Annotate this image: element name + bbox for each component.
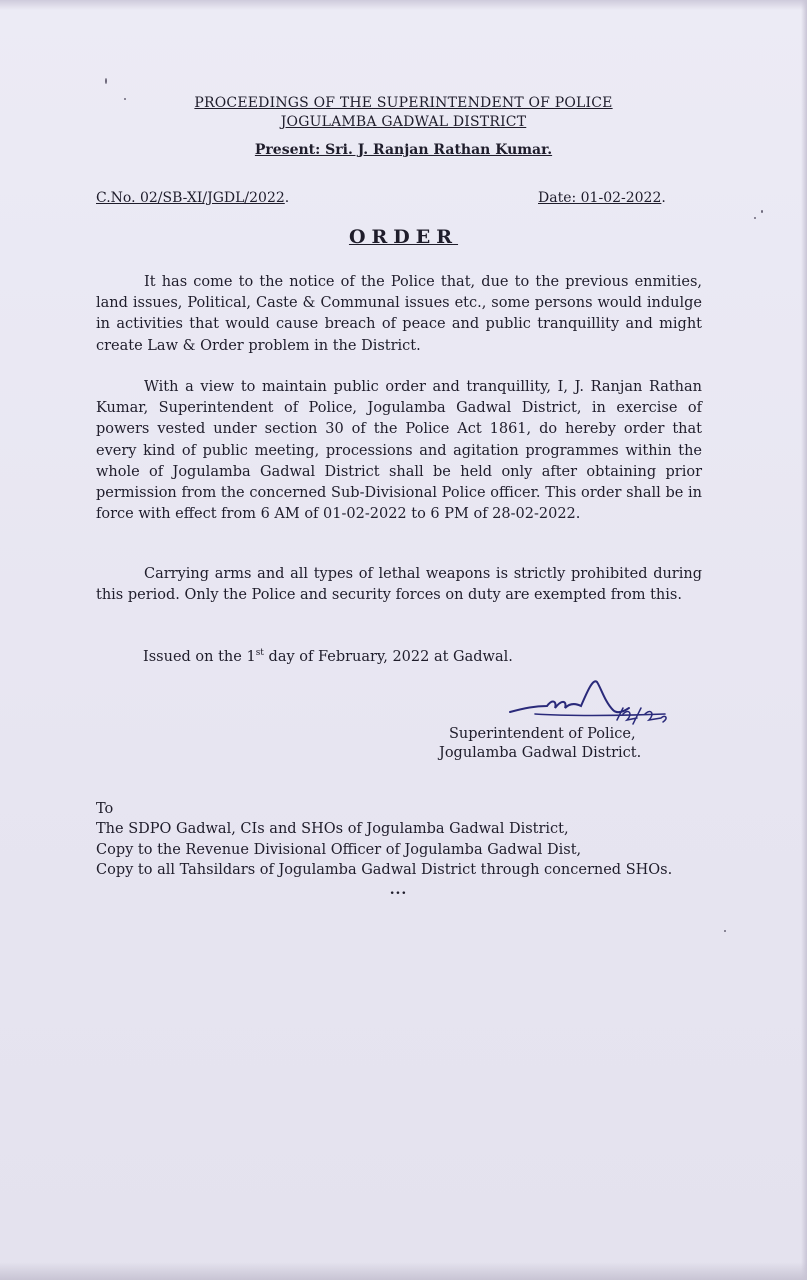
addressee-line-3: Copy to all Tahsildars of Jogulamba Gadwal District through concerned SHOs. bbox=[96, 862, 673, 878]
signatory-designation: Superintendent of Police, bbox=[449, 726, 636, 742]
end-marker: ... bbox=[389, 882, 408, 898]
proceedings-heading: PROCEEDINGS OF THE SUPERINTENDENT OF POLICE bbox=[194, 95, 613, 111]
paragraph-1: It has come to the notice of the Police that, due to the previous enmities, land issues, Political, Caste & Communal issues etc., some persons would indulge in activities that would cause breach of peace and public tranquillity and might create Law & Order problem in the District. bbox=[96, 274, 702, 354]
to-label: To bbox=[96, 801, 114, 817]
scan-speck bbox=[761, 210, 763, 213]
signatory-district: Jogulamba Gadwal District. bbox=[439, 745, 642, 761]
scan-speck bbox=[105, 78, 107, 84]
paper-top-edge bbox=[0, 0, 807, 10]
case-number: C.No. 02/SB-XI/JGDL/2022. bbox=[96, 190, 290, 206]
addressee-line-1: The SDPO Gadwal, CIs and SHOs of Jogulamba Gadwal District, bbox=[96, 821, 569, 837]
issued-line: Issued on the 1st day of February, 2022 at Gadwal. bbox=[143, 648, 513, 665]
scan-speck bbox=[724, 930, 726, 932]
present-officer: Present: Sri. J. Ranjan Rathan Kumar. bbox=[254, 142, 553, 158]
paragraph-2: With a view to maintain public order and tranquillity, I, J. Ranjan Rathan Kumar, Superintendent of Police, Jogulamba Gadwal District, in exercise of powers vested under section 30 of the Police Act 1861, do hereby order that every kind of public meeting, processions and agitation programmes within the whole of Jogulamba Gadwal District shall be held only after obtaining prior permission from the concerned Sub-Divisional Police officer. This order shall be in force with effect from 6 AM of 01-02-2022 to 6 PM of 28-02-2022. bbox=[96, 379, 702, 523]
scan-speck bbox=[754, 217, 756, 219]
addressee-line-2: Copy to the Revenue Divisional Officer of Jogulamba Gadwal Dist, bbox=[96, 842, 582, 858]
district-heading: JOGULAMBA GADWAL DISTRICT bbox=[280, 114, 527, 130]
paragraph-3: Carrying arms and all types of lethal weapons is strictly prohibited during this period. Only the Police and security forces on duty are exempted from this. bbox=[96, 566, 702, 604]
paper-right-edge bbox=[801, 0, 807, 1280]
handwritten-signature bbox=[505, 668, 675, 728]
paper-bottom-edge bbox=[0, 1262, 807, 1280]
order-title: ORDER bbox=[348, 226, 459, 248]
order-date: Date: 01-02-2022. bbox=[538, 190, 666, 206]
